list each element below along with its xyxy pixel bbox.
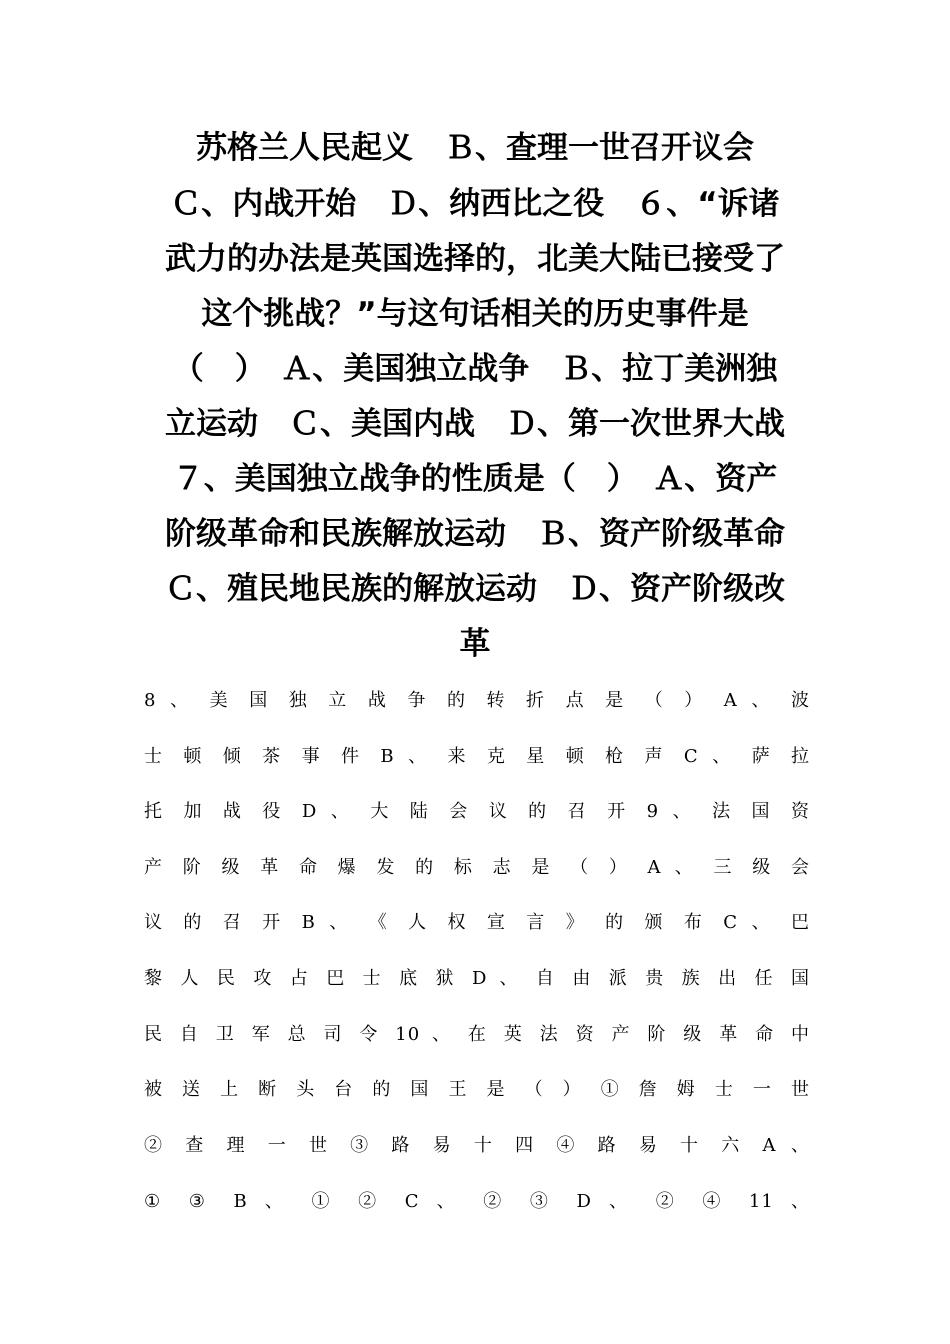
large-text-line: 阶级革命和民族解放运动 Ｂ、资产阶级革命 — [165, 516, 785, 552]
small-text-line: 产 阶 级 革 命 爆 发 的 标 志 是 （ ） A 、 三 级 会 — [144, 857, 810, 878]
small-text-line: ② 查 理 一 世 ③ 路 易 十 四 ④ 路 易 十 六 A 、 — [144, 1135, 810, 1156]
small-text-line: 议 的 召 开 B 、 《 人 权 宣 言 》 的 颁 布 C 、 巴 — [144, 912, 810, 933]
small-text-line: 民 自 卫 军 总 司 令 10 、 在 英 法 资 产 阶 级 革 命 中 — [144, 1024, 810, 1045]
large-text-line: Ｃ、内战开始 Ｄ、纳西比之役 ６、“诉诸 — [170, 186, 780, 222]
small-text-line: 8 、 美 国 独 立 战 争 的 转 折 点 是 （ ） A 、 波 — [144, 690, 810, 711]
large-text-line: 立运动 Ｃ、美国内战 Ｄ、第一次世界大战 — [165, 406, 785, 442]
small-text-line: 被 送 上 断 头 台 的 国 王 是 （ ） ① 詹 姆 士 一 世 — [144, 1079, 810, 1100]
large-text-line: 武力的办法是英国选择的，北美大陆已接受了 — [165, 241, 785, 277]
large-text-line: 这个挑战？”与这句话相关的历史事件是 — [201, 296, 749, 332]
large-text-line: （ ） Ａ、美国独立战争 Ｂ、拉丁美洲独 — [172, 351, 778, 387]
large-text-line: ７、美国独立战争的性质是（ ） Ａ、资产 — [172, 461, 778, 497]
large-text-line: 苏格兰人民起义 Ｂ、查理一世召开议会 — [196, 130, 754, 166]
small-text-line: 士 顿 倾 茶 事 件 B 、 来 克 星 顿 枪 声 C 、 萨 拉 — [144, 746, 810, 767]
small-text-line: 托 加 战 役 D 、 大 陆 会 议 的 召 开 9 、 法 国 资 — [144, 801, 810, 822]
small-text-line: 黎 人 民 攻 占 巴 士 底 狱 D 、 自 由 派 贵 族 出 任 国 — [144, 968, 810, 989]
large-text-line: Ｃ、殖民地民族的解放运动 Ｄ、资产阶级改 — [165, 571, 785, 607]
small-text-line: ① ③ B 、 ① ② C 、 ② ③ D 、 ② ④ 11 、 — [144, 1191, 810, 1212]
large-text-line: 革 — [459, 626, 491, 662]
